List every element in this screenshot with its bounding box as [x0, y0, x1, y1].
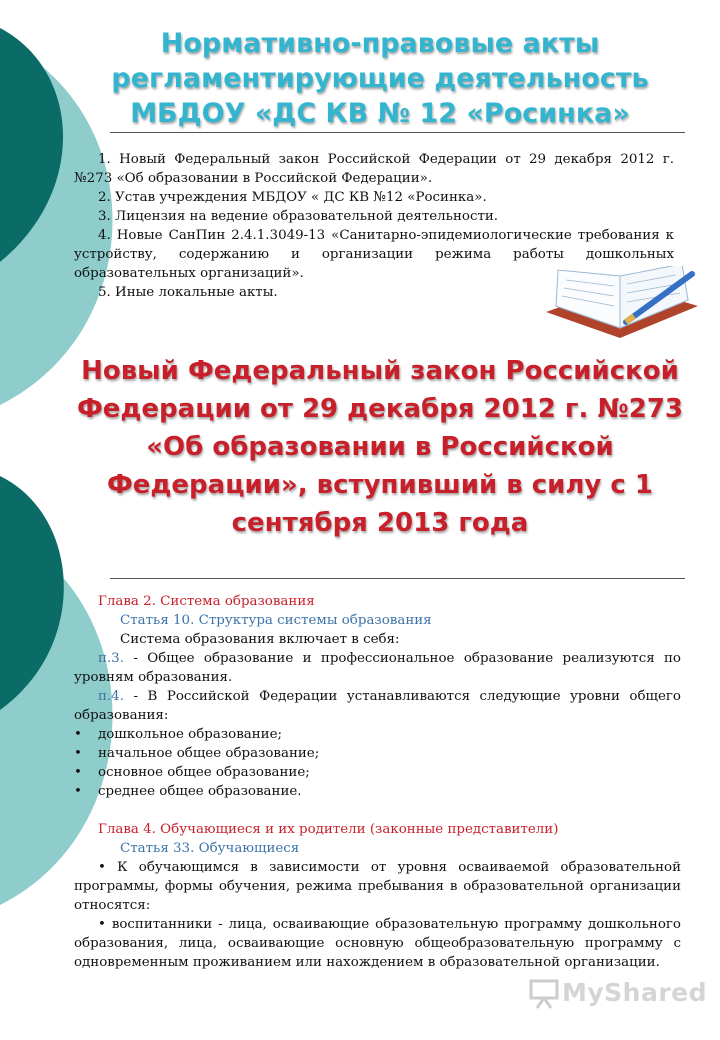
- chapter-2-title: Глава 2. Система образования: [98, 594, 315, 609]
- clause-3-label: п.3.: [98, 651, 124, 666]
- divider: [110, 578, 685, 579]
- clause-4-label: п.4.: [98, 689, 124, 704]
- clause-4-text: - В Российской Федерации устанавливаются следующие уровни общего образования:: [74, 689, 681, 723]
- chapter-4-title: Глава 4. Обучающиеся и их родители (законные представители): [98, 822, 559, 837]
- watermark-logo: [526, 974, 706, 1014]
- article-33-title: Статья 33. Обучающиеся: [120, 841, 300, 856]
- law-excerpt: [74, 592, 681, 972]
- list-item: 4. Новые СанПин 2.4.1.3049-13 «Санитарно-эпидемиологические требования к устройству, содержанию и организации режима работы дошкольных образовательных организаций».: [74, 228, 674, 281]
- list-item: • К обучающимся в зависимости от уровня осваиваемой образовательной программы, формы обучения, режима пребывания в образовательной организации относятся:: [74, 860, 682, 913]
- clause-3: [74, 649, 681, 687]
- list-item: • воспитанники - лица, осваивающие образовательную программу дошкольного образования, лица, осваивающие основную общеобразовательную программу с одновременным проживанием или нахождением в образовательной организации.: [74, 917, 681, 970]
- list-item: • среднее общее образование.: [74, 782, 681, 801]
- watermark-text: MyShared: [562, 978, 708, 1007]
- list-item: 2. Устав учреждения МБДОУ « ДС КВ №12 «Росинка».: [98, 190, 487, 205]
- clause-3-text: - Общее образование и профессиональное образование реализуются по уровням образования.: [74, 651, 681, 685]
- list-item: 5. Иные локальные акты.: [98, 285, 278, 300]
- clause-4: [74, 687, 681, 725]
- open-notebook-with-pen-icon: [542, 266, 700, 358]
- list-item: 1. Новый Федеральный закон Российской Федерации от 29 декабря 2012 г. №273 «Об образовании в Российской Федерации».: [74, 152, 674, 186]
- list-item: • дошкольное образование;: [74, 725, 681, 744]
- divider: [110, 132, 685, 133]
- list-item: 3. Лицензия на ведение образовательной деятельности.: [98, 209, 499, 224]
- law-heading: Новый Федеральный закон Российской Федерации от 29 декабря 2012 г. №273 «Об образовании в Российской Федерации», вступивший в силу с 1 сентября 2013 года: [77, 356, 683, 538]
- system-intro: Система образования включает в себя:: [120, 632, 400, 647]
- page-title: Нормативно-правовые акты регламентирующие деятельность МБДОУ «ДС КВ № 12 «Росинка»: [111, 28, 649, 129]
- list-item: • основное общее образование;: [74, 763, 681, 782]
- article-10-title: Статья 10. Структура системы образования: [120, 613, 432, 628]
- presentation-board-icon: [528, 978, 560, 1010]
- list-item: • начальное общее образование;: [74, 744, 681, 763]
